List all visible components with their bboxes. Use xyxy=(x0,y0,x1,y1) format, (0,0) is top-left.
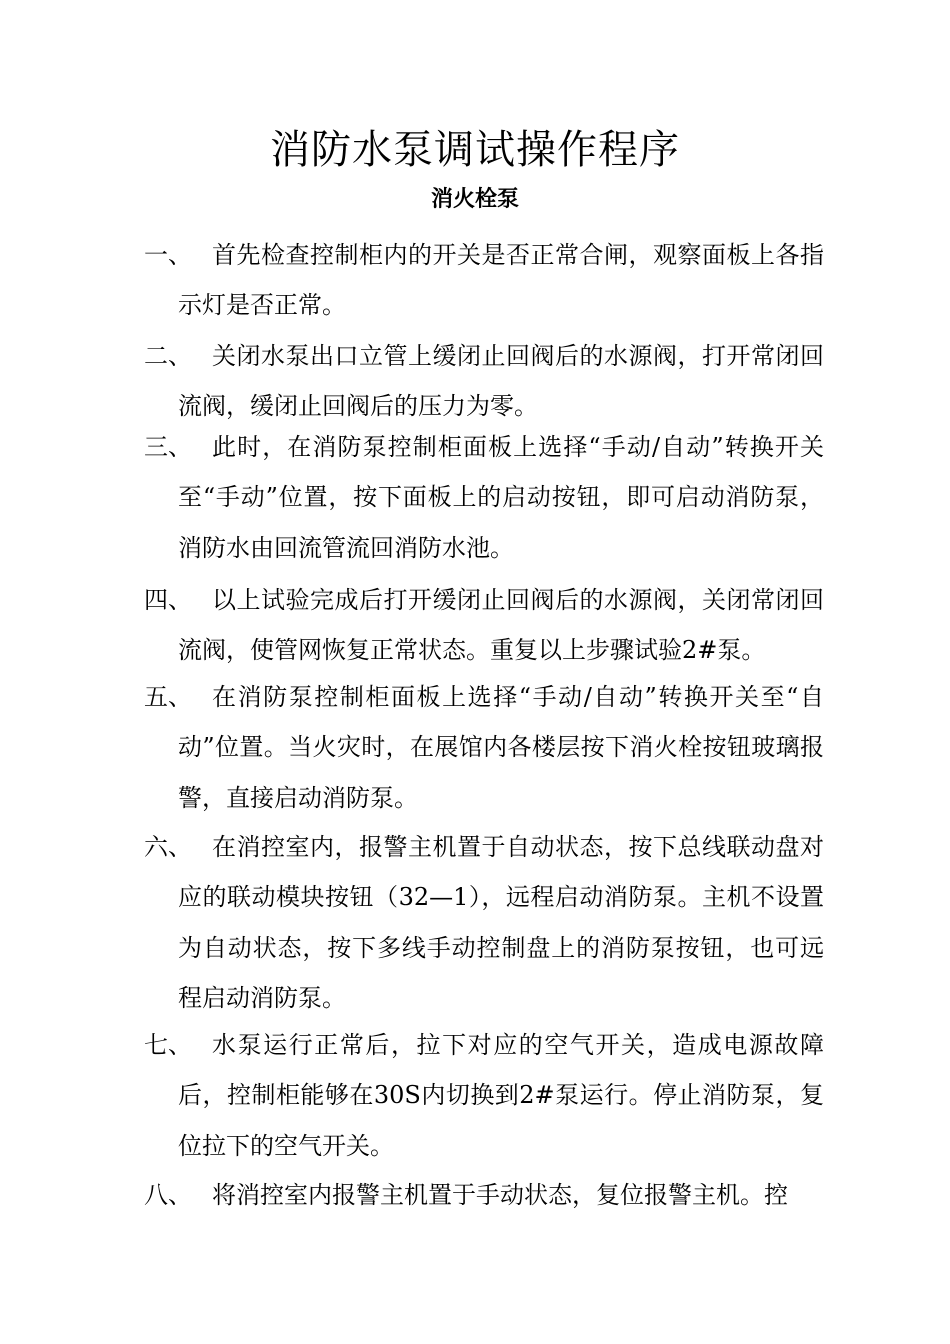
list-item-number: 一、 xyxy=(144,241,192,269)
list-item-text: 将消控室内报警主机置于手动状态，复位报警主机。控 xyxy=(212,1181,788,1209)
list-item-number: 八、 xyxy=(144,1181,192,1209)
list-item-text: 首先检查控制柜内的开关是否正常合闸，观察面板上各指示灯是否正常。 xyxy=(178,241,824,320)
list-item-text: 此时，在消防泵控制柜面板上选择“手动/自动”转换开关至“手动”位置，按下面板上的启动按钮，即可启动消防泵，消防水由回流管流回消防水池。 xyxy=(178,433,824,562)
list-item-number: 七、 xyxy=(144,1031,192,1059)
list-item-text: 以上试验完成后打开缓闭止回阀后的水源阀，关闭常闭回流阀，使管网恢复正常状态。重复以上步骤试验2#泵。 xyxy=(178,586,824,665)
list-item-text: 关闭水泵出口立管上缓闭止回阀后的水源阀，打开常闭回流阀，缓闭止回阀后的压力为零。 xyxy=(178,342,824,421)
list-item-text: 在消控室内，报警主机置于自动状态，按下总线联动盘对应的联动模块按钮（32—1），远程启动消防泵。主机不设置为自动状态，按下多线手动控制盘上的消防泵按钮，也可远程启动消防泵。 xyxy=(178,833,824,1012)
list-item-number: 四、 xyxy=(144,586,192,614)
list-item-text: 水泵运行正常后，拉下对应的空气开关，造成电源故障后，控制柜能够在30S内切换到2#泵运行。停止消防泵，复位拉下的空气开关。 xyxy=(178,1031,824,1160)
section-heading: 消火栓泵 xyxy=(430,187,519,212)
list-item-number: 三、 xyxy=(144,433,192,461)
page-title: 消防水泵调试操作程序 xyxy=(270,127,680,173)
list-item-number: 二、 xyxy=(144,342,192,370)
list-item-text: 在消防泵控制柜面板上选择“手动/自动”转换开关至“自动”位置。当火灾时，在展馆内各楼层按下消火栓按钮玻璃报警，直接启动消防泵。 xyxy=(178,683,824,812)
list-item-number: 五、 xyxy=(144,683,192,711)
list-item-number: 六、 xyxy=(144,833,192,861)
